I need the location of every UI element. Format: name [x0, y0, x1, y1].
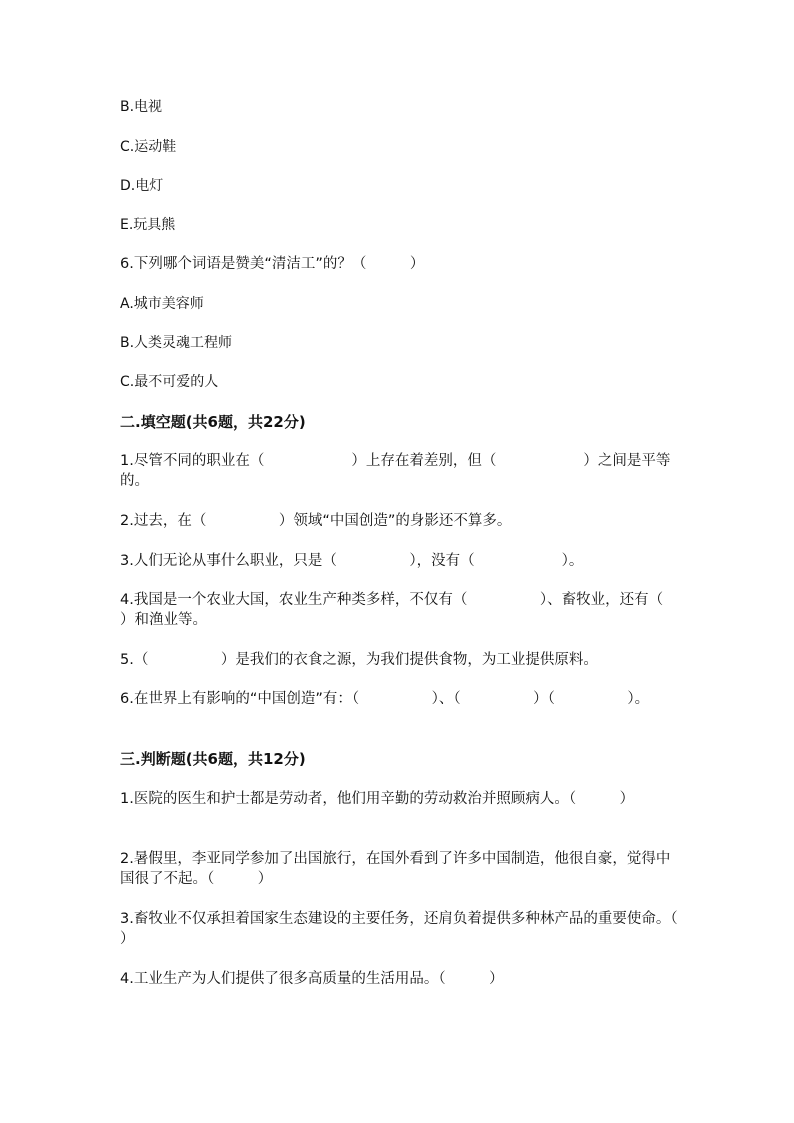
option-b-tv: B.电视 — [120, 99, 163, 115]
true-false-item-2: 2.暑假里，李亚同学参加了出国旅行，在国外看到了许多中国制造，他很自豪，觉得中国很了不起。（ ） — [120, 851, 671, 887]
fill-blank-item-2: 2.过去，在（ ）领域“中国创造”的身影还不算多。 — [120, 513, 512, 529]
option-d-lamp: D.电灯 — [120, 178, 164, 194]
fill-blank-item-4: 4.我国是一个农业大国，农业生产种类多样，不仅有（ ）、畜牧业，还有（ ）和渔业等。 — [120, 592, 736, 628]
fill-blank-item-5: 5.（ ）是我们的衣食之源，为我们提供食物，为工业提供原料。 — [120, 652, 598, 668]
question-6-option-c: C.最不可爱的人 — [120, 374, 219, 390]
fill-blank-item-6: 6.在世界上有影响的“中国创造”有：（ ）、（ ）（ ）。 — [120, 691, 650, 707]
question-6-option-a: A.城市美容师 — [120, 296, 204, 312]
question-6-option-b: B.人类灵魂工程师 — [120, 335, 233, 351]
true-false-item-3: 3.畜牧业不仅承担着国家生态建设的主要任务，还肩负着提供多种林产品的重要使命。（ ） — [120, 911, 707, 947]
true-false-item-1: 1.医院的医生和护士都是劳动者，他们用辛勤的劳动救治并照顾病人。（ ） — [120, 791, 635, 807]
section-2-heading: 二.填空题(共6题，共22分) — [120, 413, 306, 431]
section-3-heading: 三.判断题(共6题，共12分) — [120, 750, 306, 768]
true-false-item-4: 4.工业生产为人们提供了很多高质量的生活用品。（ ） — [120, 971, 504, 987]
option-e-teddy-bear: E.玩具熊 — [120, 217, 176, 233]
fill-blank-item-1: 1.尽管不同的职业在（ ）上存在着差别，但（ ）之间是平等的。 — [120, 453, 671, 489]
fill-blank-item-3: 3.人们无论从事什么职业，只是（ ），没有（ ）。 — [120, 553, 584, 569]
option-c-sneakers: C.运动鞋 — [120, 139, 177, 155]
question-6: 6.下列哪个词语是赞美“清洁工”的？（ ） — [120, 256, 425, 272]
